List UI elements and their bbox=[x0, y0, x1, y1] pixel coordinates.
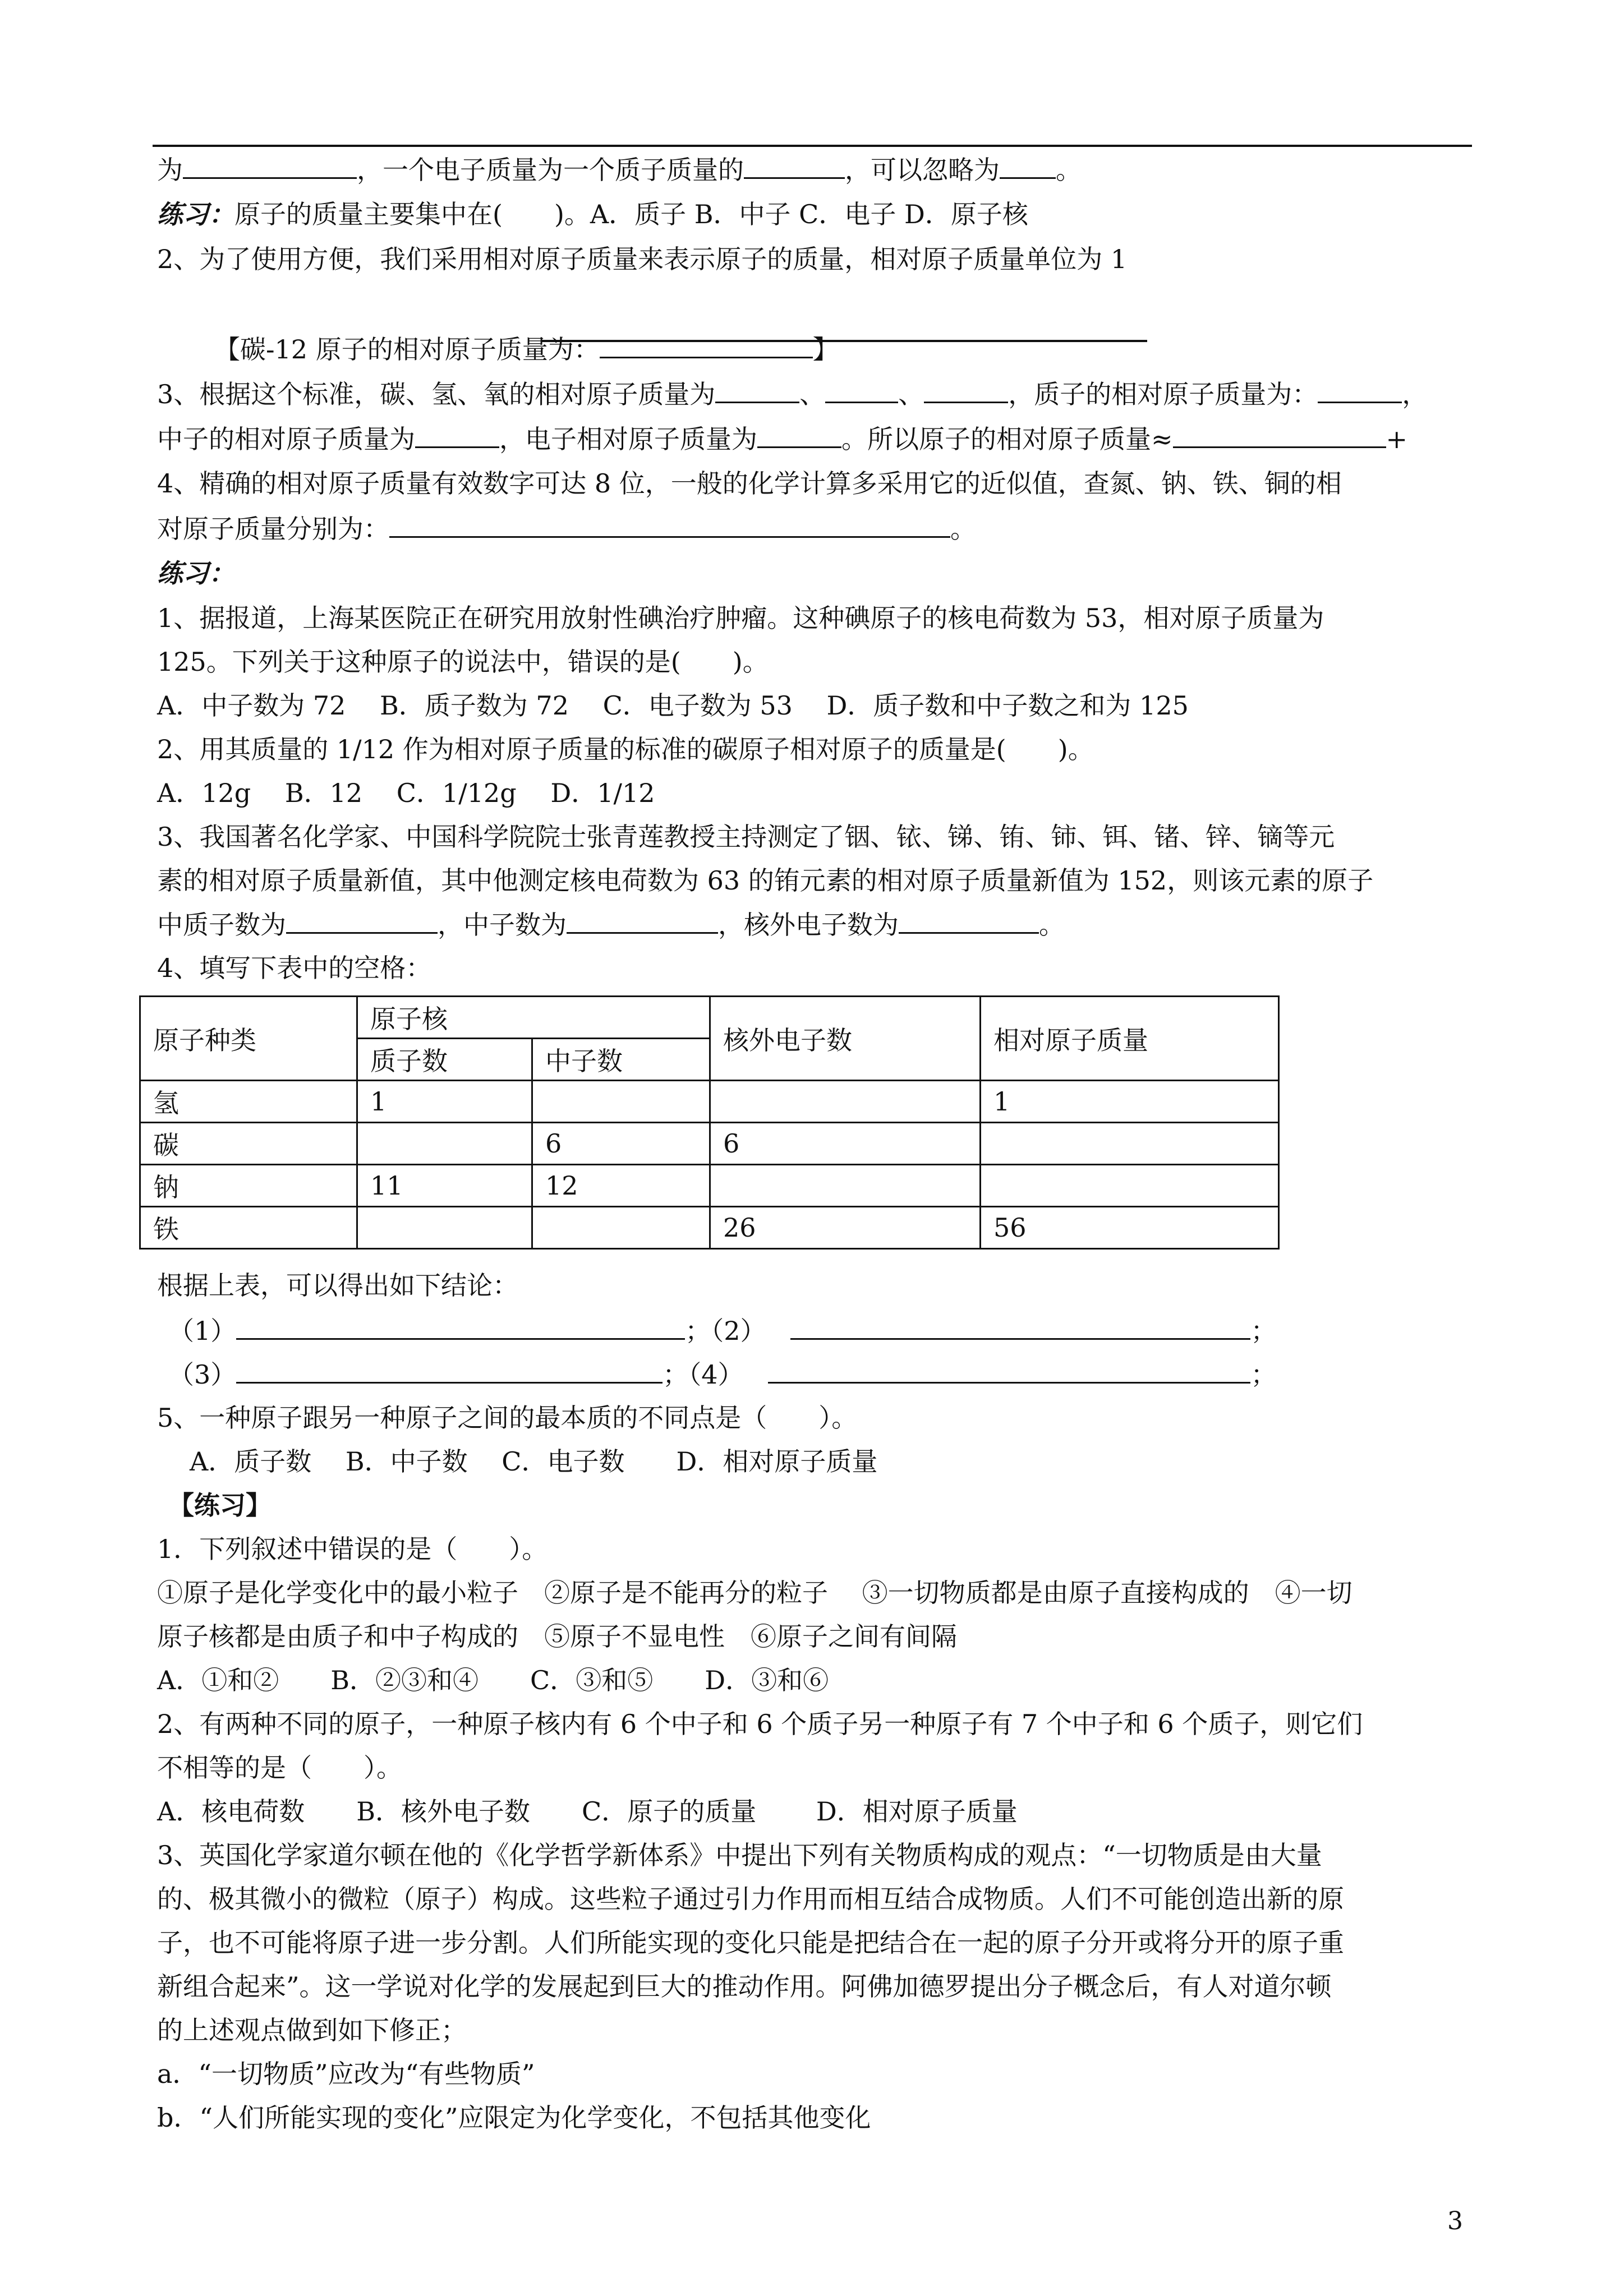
question-3: 3、我国著名化学家、中国科学院院士张青莲教授主持测定了铟、铱、锑、铕、铈、铒、锗、锌、镝等元 bbox=[157, 822, 1335, 852]
table-row bbox=[140, 1207, 1279, 1249]
exercise-3-cont-3: 新组合起来”。这一学说对化学的发展起到巨大的推动作用。阿佛加德罗提出分子概念后，有人对道尔顿 bbox=[157, 1971, 1332, 2002]
line-lookup-mass: 对原子质量分别为： 。 bbox=[157, 511, 976, 546]
exercise-1-options: A．①和② B．②③和④ C．③和⑤ D．③和⑥ bbox=[157, 1665, 829, 1695]
question-2: 2、用其质量的 1/12 作为相对原子质量的标准的碳原子相对原子的质量是( )。 bbox=[157, 734, 1094, 764]
cell-protons[interactable]: 1 bbox=[357, 1081, 532, 1123]
atom-table bbox=[139, 995, 1280, 1250]
cell-electrons[interactable]: 26 bbox=[710, 1207, 981, 1249]
answer-blank[interactable] bbox=[744, 153, 845, 179]
answer-blank[interactable] bbox=[183, 153, 357, 179]
cell-protons[interactable] bbox=[357, 1123, 532, 1165]
question-5: 5、一种原子跟另一种原子之间的最本质的不同点是（ ）。 bbox=[157, 1403, 858, 1433]
answer-blank[interactable] bbox=[567, 907, 718, 934]
exercise-1-statements-cont: 原子核都是由质子和中子构成的 ⑤原子不显电性 ⑥原子之间有间隔 bbox=[157, 1621, 957, 1652]
cell-electrons[interactable] bbox=[710, 1081, 981, 1123]
practice-heading: 练习： bbox=[157, 558, 234, 588]
answer-blank[interactable] bbox=[389, 511, 950, 538]
exercise-2-cont: 不相等的是（ ）。 bbox=[157, 1753, 402, 1783]
line-precise-mass: 4、精确的相对原子质量有效数字可达 8 位，一般的化学计算多采用它的近似值，查氮、钠、铁、铜的相 bbox=[157, 468, 1342, 499]
cell-mass[interactable]: 1 bbox=[981, 1081, 1279, 1123]
answer-blank[interactable] bbox=[825, 377, 898, 403]
question-1: 1、据报道，上海某医院正在研究用放射性碘治疗肿瘤。这种碘原子的核电荷数为 53，相对原子质量为 bbox=[157, 603, 1324, 633]
line-electron-mass: 为 ，一个电子质量为一个质子质量的 ，可以忽略为 。 bbox=[157, 153, 1082, 187]
conclusion-1-2: （1） ；（2） ； bbox=[168, 1313, 1276, 1348]
header-mass: 相对原子质量 bbox=[981, 997, 1279, 1081]
header-neutrons: 中子数 bbox=[532, 1039, 710, 1081]
question-2-options: A．12g B．12 C．1/12g D．1/12 bbox=[157, 778, 655, 808]
cell-name: 碳 bbox=[140, 1123, 357, 1165]
cell-name: 铁 bbox=[140, 1207, 357, 1249]
cell-protons[interactable] bbox=[357, 1207, 532, 1249]
cell-mass[interactable]: 56 bbox=[981, 1207, 1279, 1249]
exercise-3: 3、英国化学家道尔顿在他的《化学哲学新体系》中提出下列有关物质构成的观点：“一切物质是由大量 bbox=[157, 1840, 1322, 1870]
cell-neutrons[interactable] bbox=[532, 1207, 710, 1249]
cell-neutrons[interactable]: 6 bbox=[532, 1123, 710, 1165]
exercise-2-options: A．核电荷数 B．核外电子数 C．原子的质量 D．相对原子质量 bbox=[157, 1796, 1018, 1827]
header-nucleus: 原子核 bbox=[357, 997, 710, 1039]
conclusion-intro: 根据上表，可以得出如下结论： bbox=[157, 1270, 518, 1301]
question-4: 4、填写下表中的空格： bbox=[157, 953, 432, 983]
answer-blank[interactable] bbox=[236, 1313, 685, 1340]
cell-mass[interactable] bbox=[981, 1165, 1279, 1207]
table-row bbox=[140, 1081, 1279, 1123]
answer-blank[interactable] bbox=[600, 332, 813, 358]
header-atom-type: 原子种类 bbox=[140, 997, 357, 1081]
revision-b: b．“人们所能实现的变化”应限定为化学变化，不包括其他变化 bbox=[157, 2103, 871, 2133]
exercise-2: 2、有两种不同的原子，一种原子核内有 6 个中子和 6 个质子另一种原子有 7 个中子和 6 个质子，则它们 bbox=[157, 1709, 1363, 1739]
cell-name: 钠 bbox=[140, 1165, 357, 1207]
line-carbon12: 【碳-12 原子的相对原子质量为： 】 bbox=[214, 332, 839, 366]
answer-blank[interactable] bbox=[757, 422, 841, 448]
exercise-1-statements: ①原子是化学变化中的最小粒子 ②原子是不能再分的粒子 ③一切物质都是由原子直接构成的 ④一切 bbox=[157, 1578, 1352, 1608]
answer-blank[interactable] bbox=[768, 1357, 1250, 1384]
question-3-blanks: 中质子数为 ，中子数为 ，核外电子数为 。 bbox=[157, 907, 1065, 942]
practice-section-heading: 【练习】 bbox=[168, 1490, 272, 1520]
answer-blank[interactable] bbox=[790, 1313, 1250, 1340]
cell-neutrons[interactable]: 12 bbox=[532, 1165, 710, 1207]
page-number: 3 bbox=[1447, 2207, 1463, 2235]
cell-electrons[interactable]: 6 bbox=[710, 1123, 981, 1165]
exercise-3-cont-2: 子，也不可能将原子进一步分割。人们所能实现的变化只能是把结合在一起的原子分开或将分开的原子重 bbox=[157, 1928, 1344, 1958]
answer-blank[interactable] bbox=[899, 907, 1039, 934]
answer-blank[interactable] bbox=[236, 1357, 663, 1384]
practice-mass-question: 练习：原子的质量主要集中在( )。A．质子 B．中子 C．电子 D．原子核 bbox=[157, 199, 1028, 229]
exercise-1: 1．下列叙述中错误的是（ ）。 bbox=[157, 1534, 548, 1564]
cell-name: 氢 bbox=[140, 1081, 357, 1123]
conclusion-3-4: （3） ；（4） ； bbox=[168, 1357, 1276, 1391]
cell-mass[interactable] bbox=[981, 1123, 1279, 1165]
header-protons: 质子数 bbox=[357, 1039, 532, 1081]
line-relative-mass-unit: 2、为了使用方便，我们采用相对原子质量来表示原子的质量，相对原子质量单位为 1 bbox=[157, 244, 1128, 274]
answer-blank[interactable] bbox=[715, 377, 799, 403]
header-electrons: 核外电子数 bbox=[710, 997, 981, 1081]
exercise-3-cont-4: 的上述观点做到如下修正； bbox=[157, 2015, 467, 2045]
revision-a: a．“一切物质”应改为“有些物质” bbox=[157, 2059, 535, 2089]
answer-blank[interactable] bbox=[415, 422, 499, 448]
line-standard-values: 3、根据这个标准，碳、氢、氧的相对原子质量为 、 、 ，质子的相对原子质量为： ， bbox=[157, 377, 1428, 411]
exercise-3-cont-1: 的、极其微小的微粒（原子）构成。这些粒子通过引力作用而相互结合成物质。人们不可能创造出新的原 bbox=[157, 1884, 1344, 1914]
top-rule bbox=[153, 145, 1472, 147]
answer-blank[interactable] bbox=[924, 377, 1008, 403]
table-header-row bbox=[140, 997, 1279, 1039]
table-row bbox=[140, 1165, 1279, 1207]
cell-neutrons[interactable] bbox=[532, 1081, 710, 1123]
question-1-cont: 125。下列关于这种原子的说法中，错误的是( )。 bbox=[157, 647, 769, 677]
answer-blank[interactable] bbox=[1173, 422, 1386, 448]
cell-protons[interactable]: 11 bbox=[357, 1165, 532, 1207]
table-row bbox=[140, 1123, 1279, 1165]
answer-blank[interactable] bbox=[1000, 153, 1056, 179]
line-neutron-electron: 中子的相对原子质量为 ，电子相对原子质量为 。所以原子的相对原子质量≈ + bbox=[157, 422, 1407, 456]
question-3-cont: 素的相对原子质量新值，其中他测定核电荷数为 63 的铕元素的相对原子质量新值为 152，则该元素的原子 bbox=[157, 865, 1374, 896]
question-1-options: A．中子数为 72 B．质子数为 72 C．电子数为 53 D．质子数和中子数之和为 125 bbox=[157, 690, 1189, 721]
answer-blank[interactable] bbox=[286, 907, 438, 934]
answer-blank[interactable] bbox=[1318, 377, 1402, 403]
cell-electrons[interactable] bbox=[710, 1165, 981, 1207]
question-5-options: A．质子数 B．中子数 C．电子数 D．相对原子质量 bbox=[190, 1446, 878, 1477]
